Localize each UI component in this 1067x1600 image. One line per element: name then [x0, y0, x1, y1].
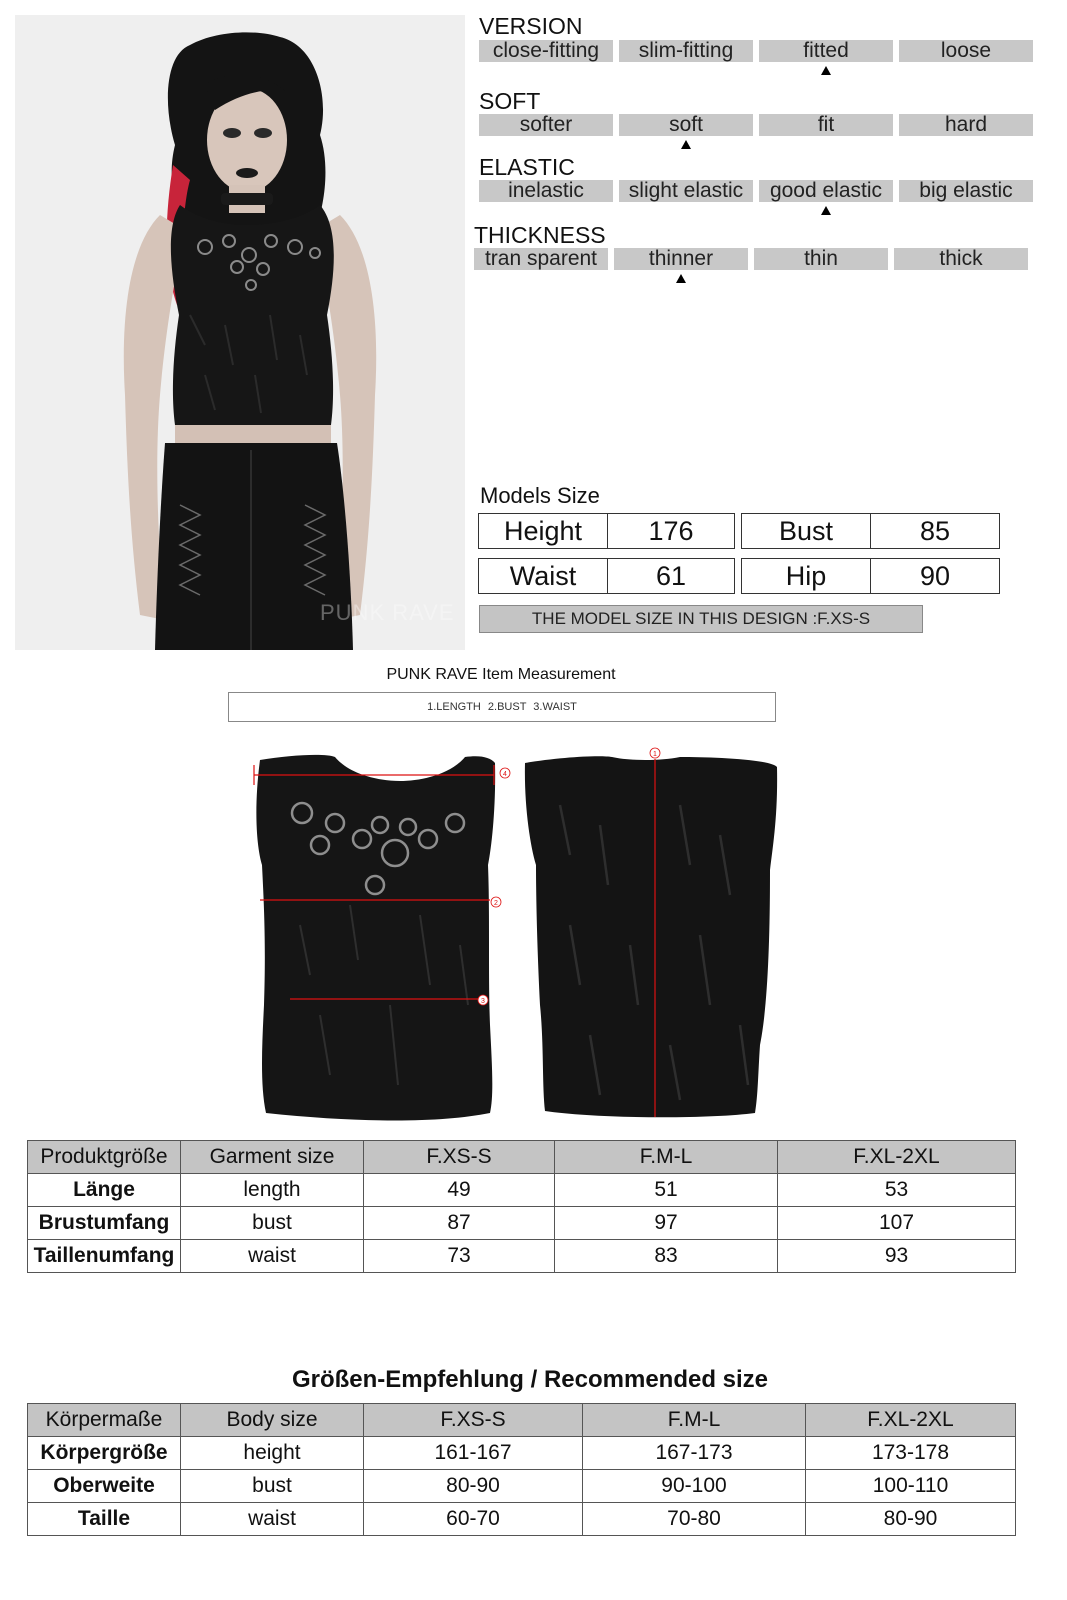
table-row [28, 1503, 1016, 1536]
ms-hip-value: 90 [870, 558, 1000, 594]
ms-waist-label: Waist [478, 558, 608, 594]
attr-option: slim-fitting [619, 40, 753, 62]
header-cell: F.XL-2XL [778, 1141, 1016, 1174]
header-cell: F.XS-S [364, 1141, 555, 1174]
marker-2: 2 [494, 900, 498, 907]
table-cell: 51 [555, 1174, 778, 1207]
table-cell: 87 [364, 1207, 555, 1240]
row-label-de: Körpergröße [28, 1437, 181, 1470]
marker-3: 3 [481, 998, 485, 1005]
attr-option-selected: soft [619, 114, 753, 136]
row-label-de: Länge [28, 1174, 181, 1207]
selected-marker-icon [821, 66, 831, 75]
table-cell: 100-110 [806, 1470, 1016, 1503]
selected-marker-icon [681, 140, 691, 149]
table-cell: 80-90 [364, 1470, 583, 1503]
attr-option: close-fitting [479, 40, 613, 62]
ms-height-label: Height [478, 513, 608, 549]
header-cell: Body size [181, 1404, 364, 1437]
attr-row-version [479, 40, 1033, 62]
attr-title-version: VERSION [479, 13, 583, 39]
attr-row-soft [479, 114, 1033, 136]
attr-option: thick [894, 248, 1028, 270]
row-label-en: bust [181, 1470, 364, 1503]
header-cell: F.XS-S [364, 1404, 583, 1437]
table-cell: 173-178 [806, 1437, 1016, 1470]
table-cell: 90-100 [583, 1470, 806, 1503]
table-header-row [28, 1141, 1016, 1174]
row-label-de: Taille [28, 1503, 181, 1536]
table-cell: 161-167 [364, 1437, 583, 1470]
attr-option: fit [759, 114, 893, 136]
attr-option-selected: good elastic [759, 180, 893, 202]
table-cell: 93 [778, 1240, 1016, 1273]
models-size-title: Models Size [480, 483, 600, 508]
row-label-en: bust [181, 1207, 364, 1240]
table-cell: 53 [778, 1174, 1016, 1207]
measurement-legend: 1.LENGTH 2.BUST 3.WAIST [228, 692, 776, 722]
table-row [28, 1437, 1016, 1470]
attr-title-elastic: ELASTIC [479, 154, 575, 180]
row-label-de: Oberweite [28, 1470, 181, 1503]
row-label-en: length [181, 1174, 364, 1207]
table-cell: 60-70 [364, 1503, 583, 1536]
ms-bust-label: Bust [741, 513, 871, 549]
model-illustration [15, 15, 465, 650]
garment-diagram [240, 745, 800, 1130]
table-row [28, 1470, 1016, 1503]
ms-waist-value: 61 [607, 558, 735, 594]
table-cell: 70-80 [583, 1503, 806, 1536]
model-size-note: THE MODEL SIZE IN THIS DESIGN :F.XS-S [479, 605, 923, 633]
brand-watermark: PUNK RAVE [320, 600, 455, 625]
attr-option-selected: fitted [759, 40, 893, 62]
attr-title-soft: SOFT [479, 88, 541, 114]
attr-option: hard [899, 114, 1033, 136]
table-cell: 80-90 [806, 1503, 1016, 1536]
table-header-row [28, 1404, 1016, 1437]
ms-bust-value: 85 [870, 513, 1000, 549]
attr-option: tran sparent [474, 248, 608, 270]
attr-option: softer [479, 114, 613, 136]
header-cell: Garment size [181, 1141, 364, 1174]
measurement-title: PUNK RAVE Item Measurement [386, 666, 616, 683]
table-cell: 49 [364, 1174, 555, 1207]
attr-option-selected: thinner [614, 248, 748, 270]
row-label-en: waist [181, 1503, 364, 1536]
row-label-en: waist [181, 1240, 364, 1273]
table-cell: 107 [778, 1207, 1016, 1240]
back-garment-shape [525, 756, 777, 1117]
marker-4: 4 [503, 771, 507, 778]
table-cell: 167-173 [583, 1437, 806, 1470]
attr-option: loose [899, 40, 1033, 62]
attr-option: slight elastic [619, 180, 753, 202]
attr-option: inelastic [479, 180, 613, 202]
ms-hip-label: Hip [741, 558, 871, 594]
model-photo [15, 15, 465, 650]
table-cell: 97 [555, 1207, 778, 1240]
table-cell: 83 [555, 1240, 778, 1273]
table-row [28, 1240, 1016, 1273]
header-cell: F.M-L [583, 1404, 806, 1437]
attr-title-thickness: THICKNESS [474, 222, 606, 248]
ms-height-value: 176 [607, 513, 735, 549]
selected-marker-icon [821, 206, 831, 215]
header-cell: F.XL-2XL [806, 1404, 1016, 1437]
table-row [28, 1174, 1016, 1207]
table-cell: 73 [364, 1240, 555, 1273]
marker-1: 1 [653, 751, 657, 758]
attr-row-thickness [474, 248, 1028, 270]
recommended-size-table [27, 1403, 1016, 1536]
header-cell: Produktgröße [28, 1141, 181, 1174]
row-label-de: Taillenumfang [28, 1240, 181, 1273]
header-cell: Körpermaße [28, 1404, 181, 1437]
row-label-de: Brustumfang [28, 1207, 181, 1240]
recommended-title: Größen-Empfehlung / Recommended size [291, 1366, 769, 1393]
attr-option: thin [754, 248, 888, 270]
garment-size-table [27, 1140, 1016, 1273]
selected-marker-icon [676, 274, 686, 283]
attr-option: big elastic [899, 180, 1033, 202]
table-row [28, 1207, 1016, 1240]
attr-row-elastic [479, 180, 1033, 202]
header-cell: F.M-L [555, 1141, 778, 1174]
row-label-en: height [181, 1437, 364, 1470]
